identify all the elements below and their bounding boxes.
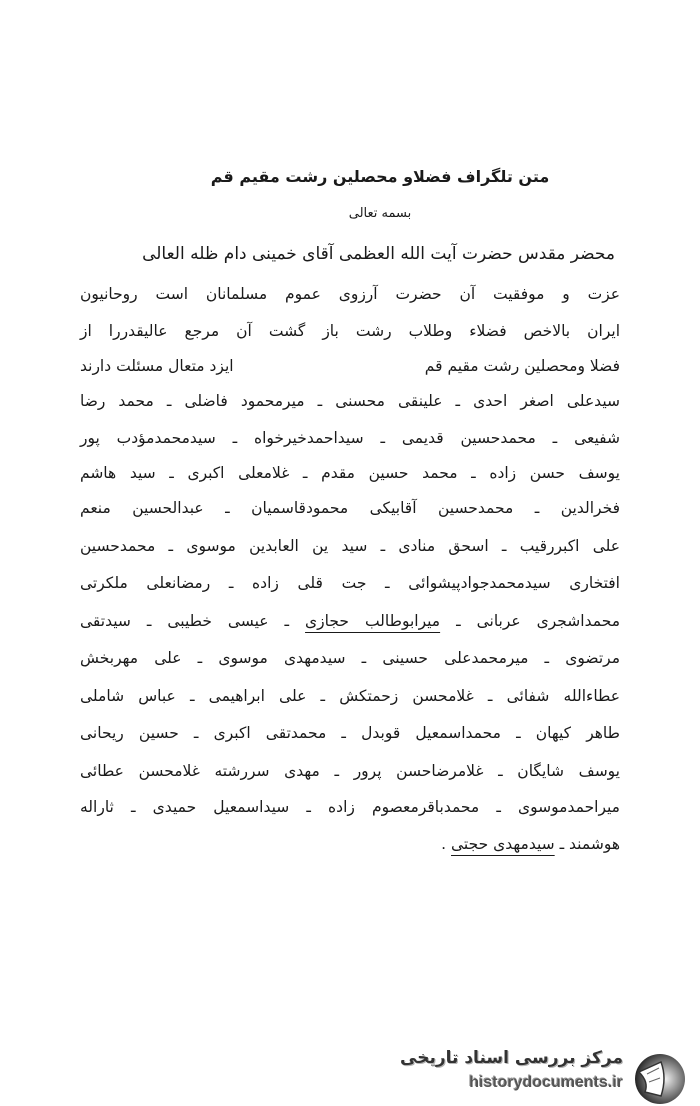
- watermark-site: historydocuments.ir: [469, 1074, 623, 1091]
- underlined-name: میرابوطالب حجازی: [305, 612, 441, 630]
- bismihi-heading: بسمه تعالی: [348, 206, 412, 221]
- text-segment: هوشمند ـ: [554, 835, 620, 853]
- closing-line: [80, 355, 620, 377]
- watermark-logo: [400, 1048, 695, 1106]
- salutation-line: محضر مقدس حضرت آیت الله العظمی آقای خمینی دام ظله العالی: [142, 244, 615, 264]
- signatory-line: فخرالدین ـ محمدحسین آقابیکی محمودقاسمیان ـ عبدالحسین منعم: [80, 499, 620, 517]
- signatory-line: عطاءالله شفائی ـ غلامحسن زحمتکش ـ علی ابراهیمی ـ عباس شاملی: [80, 687, 620, 705]
- closing-left-text: ایزد متعال مسئلت دارند: [80, 357, 234, 375]
- document-page-icon: [633, 1052, 687, 1106]
- closing-right-text: فضلا ومحصلین رشت مقیم قم: [424, 357, 620, 375]
- signatory-line: شفیعی ـ محمدحسین قدیمی ـ سیداحمدخیرخواه ـ سیدمحمدمؤدب پور: [80, 429, 620, 447]
- body-line: ایران بالاخص فضلاء وطلاب رشت باز گشت آن مرجع عالیقدررا از: [80, 322, 620, 340]
- signatory-line: یوسف شایگان ـ غلامرضاحسن پرور ـ مهدی سررشته غلامحسن عطائی: [80, 762, 620, 780]
- signatory-line-underlined: [80, 610, 620, 632]
- document-title: متن تلگراف فضلاو محصلین رشت مقیم قم: [210, 167, 550, 186]
- text-segment: محمداشجری عربانی ـ: [440, 612, 621, 630]
- signatory-line: یوسف حسن زاده ـ محمد حسین مقدم ـ غلامعلی اکبری ـ سید هاشم: [80, 464, 620, 482]
- signatory-line: افتخاری سیدمحمدجوادپیشوائی ـ جت قلی زاده ـ رمضانعلی ملکرتی: [80, 574, 620, 592]
- last-signatory-line: [220, 833, 620, 855]
- text-segment: ـ عیسی خطیبی ـ سیدتقی: [80, 612, 306, 630]
- signatory-line: سیدعلی اصغر احدی ـ علینقی محسنی ـ میرمحمود فاضلی ـ محمد رضا: [80, 392, 620, 410]
- signatory-line: میراحمدموسوی ـ محمدباقرمعصوم زاده ـ سیداسمعیل حمیدی ـ ثاراله: [80, 798, 620, 816]
- signatory-line: مرتضوی ـ میرمحمدعلی حسینی ـ سیدمهدی موسوی ـ علی مهربخش: [80, 649, 620, 667]
- signatory-line: علی اکبررقیب ـ اسحق منادی ـ سید ین العابدین موسوی ـ محمدحسین: [80, 537, 620, 555]
- watermark-name: مرکز بررسی اسناد تاریخی: [400, 1048, 623, 1068]
- body-line: عزت و موفقیت آن حضرت آرزوی عموم مسلمانان است روحانیون: [80, 285, 620, 303]
- signatory-line: طاهر کیهان ـ محمداسمعیل قوبدل ـ محمدتقی اکبری ـ حسین ریحانی: [80, 724, 620, 742]
- text-segment: .: [441, 835, 452, 853]
- underlined-name: سیدمهدی حجتی: [451, 835, 555, 853]
